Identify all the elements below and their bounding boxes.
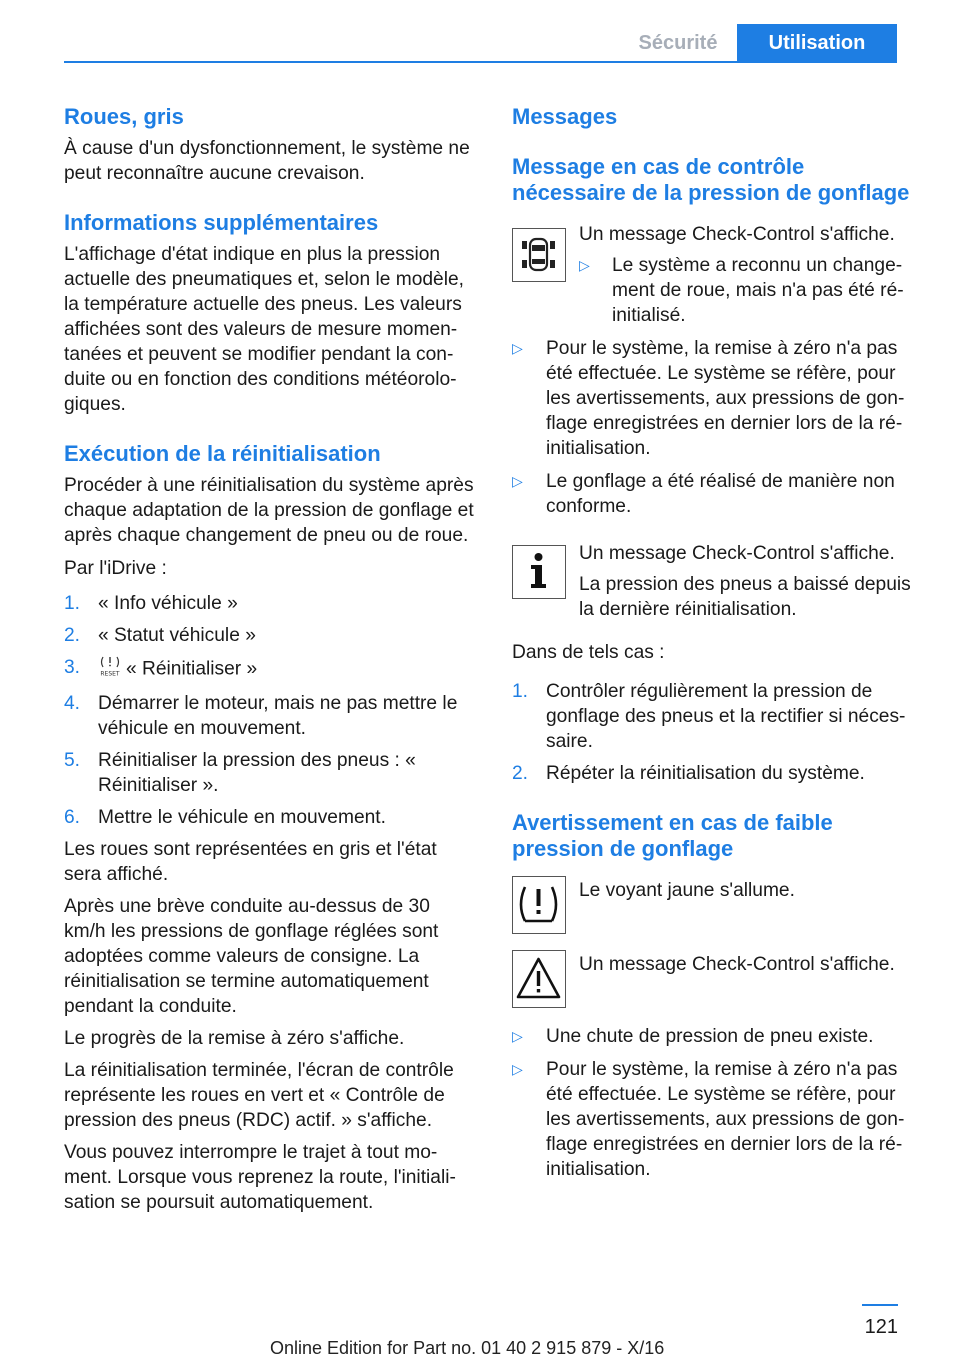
warning-triangle-icon [512,950,566,1008]
list-item [512,761,924,786]
list-item [64,655,476,684]
bullet-text: Pour le système, la remise à zéro n'a pas été effectuée. Le système se réfère, pour les avertissements, aux pressions de gon‐flage enregistrées en dernier lors de la ré‐initialisation. [546,1059,905,1180]
paragraph-execution: Procéder à une réinitialisation du système après chaque adaptation de la pression de gonflage et après chaque changement de pneu ou de roue. [64,475,474,546]
step-text: « Réinitialiser » [126,658,258,680]
step-number: 6. [64,807,81,828]
page-header [0,0,960,62]
paragraph-baisse: La pression des pneus a baissé depuis la dernière réinitialisation. [579,574,911,620]
right-column [512,100,924,1182]
step-number: 4. [64,693,81,714]
list-item [512,336,924,461]
step-number: 1. [64,593,81,614]
list-item [512,679,924,754]
page-number: 121 [864,1316,898,1338]
paragraph-gris: Les roues sont représentées en gris et l'état sera affiché. [64,839,437,885]
header-rule [64,61,897,63]
list-item [64,591,476,616]
triangle-bullet-icon: ▷ [512,340,523,356]
list-item [579,253,924,328]
list-item [64,805,476,830]
paragraph-apres: Après une brève conduite au-dessus de 30 km/h les pressions de gonflage réglées sont adoptées comme valeurs de consigne. La réinitialisation se termine automatiquement pendant la conduite. [64,896,439,1017]
cc-message: Un message Check-Control s'affiche. [579,954,895,975]
triangle-bullet-icon: ▷ [579,257,590,273]
edition-footer: Online Edition for Part no. 01 40 2 915 879 - X/16 [270,1338,665,1358]
heading-execution: Exécution de la réinitialisation [64,441,381,466]
cc-message: Un message Check-Control s'affiche. [579,224,895,245]
footer-rule [862,1304,898,1306]
step-text: Démarrer le moteur, mais ne pas mettre le véhicule en mouvement. [98,693,458,739]
reset-icon-label: RESET [100,670,120,677]
step-number: 5. [64,750,81,771]
reset-icon [98,655,122,684]
heading-avertissement: Avertissement en cas de faible pression de gonflage [512,810,833,861]
tab-utilisation[interactable]: Utilisation [737,24,897,62]
step-text: « Statut véhicule » [98,625,256,646]
step-number: 1. [512,681,529,702]
warning-block [512,952,924,1012]
list-item [64,748,476,798]
bullet-text: Une chute de pression de pneu existe. [546,1026,874,1047]
tab-securite[interactable]: Sécurité [638,32,718,54]
paragraph-interrompre: Vous pouvez interrompre le trajet à tout mo‐ment. Lorsque vous reprenez la route, l'initiali‐sation se poursuit automatiquement. [64,1142,456,1213]
step-text: Mettre le véhicule en mouvement. [98,807,386,828]
heading-informations: Informations supplémentaires [64,210,379,235]
info-icon [512,545,566,599]
step-text: Réinitialiser la pression des pneus : « Réinitialiser ». [98,750,416,796]
tire-status-block [512,222,924,328]
list-item [512,469,924,519]
heading-message-controle: Message en cas de contrôle nécessaire de la pression de gonflage [512,154,910,205]
step-number: 3. [64,657,81,678]
paragraph-progres: Le progrès de la remise à zéro s'affiche. [64,1028,405,1049]
list-item [64,623,476,648]
tire-status-icon [512,228,566,282]
triangle-bullet-icon: ▷ [512,473,523,489]
bullet-text: Pour le système, la remise à zéro n'a pas été effectuée. Le système se réfère, pour les avertissements, aux pressions de gon‐flage enregistrées en dernier lors de la ré‐initialisation. [546,338,905,459]
info-block [512,541,924,622]
triangle-bullet-icon: ▷ [512,1061,523,1077]
step-text: Contrôler régulièrement la pression de gonflage des pneus et la rectifier si néces‐saire. [546,681,906,752]
bullet-text: Le système a reconnu un change‐ment de roue, mais n'a pas été ré‐initialisé. [612,255,904,326]
list-item [64,691,476,741]
paragraph-informations: L'affichage d'état indique en plus la pression actuelle des pneumatiques et, selon le modèle, la température actuelle des pneus. Les valeurs affichées sont des valeurs de mesure momen‐tanées et peuvent se modifier pendant la con‐duite ou en fonction des conditions météorolo‐giques. [64,244,464,415]
step-number: 2. [512,763,529,784]
paragraph-terminee: La réinitialisation terminée, l'écran de contrôle représente les roues en vert et « Contrôle de pression des pneus (RDC) actif. » s'affiche. [64,1060,454,1131]
paragraph-cas: Dans de tels cas : [512,642,665,663]
left-column [64,100,476,1215]
step-text: Répéter la réinitialisation du système. [546,763,865,784]
triangle-bullet-icon: ▷ [512,1028,523,1044]
step-text: « Info véhicule » [98,593,238,614]
heading-roues-gris: Roues, gris [64,104,184,129]
step-number: 2. [64,625,81,646]
paragraph-idrive: Par l'iDrive : [64,558,167,579]
bullet-text: Le gonflage a été réalisé de manière non conforme. [546,471,895,517]
cc-message: Un message Check-Control s'affiche. [579,543,895,564]
heading-messages: Messages [512,104,618,129]
list-item [512,1024,924,1049]
action-steps [512,679,924,786]
paragraph-voyant: Le voyant jaune s'allume. [579,880,795,901]
reset-steps [64,591,476,830]
tire-pressure-warning-icon [512,876,566,934]
list-item [512,1057,924,1182]
tire-warning-block [512,878,924,938]
paragraph-roues: À cause d'un dysfonctionnement, le système ne peut reconnaître aucune crevaison. [64,138,470,184]
